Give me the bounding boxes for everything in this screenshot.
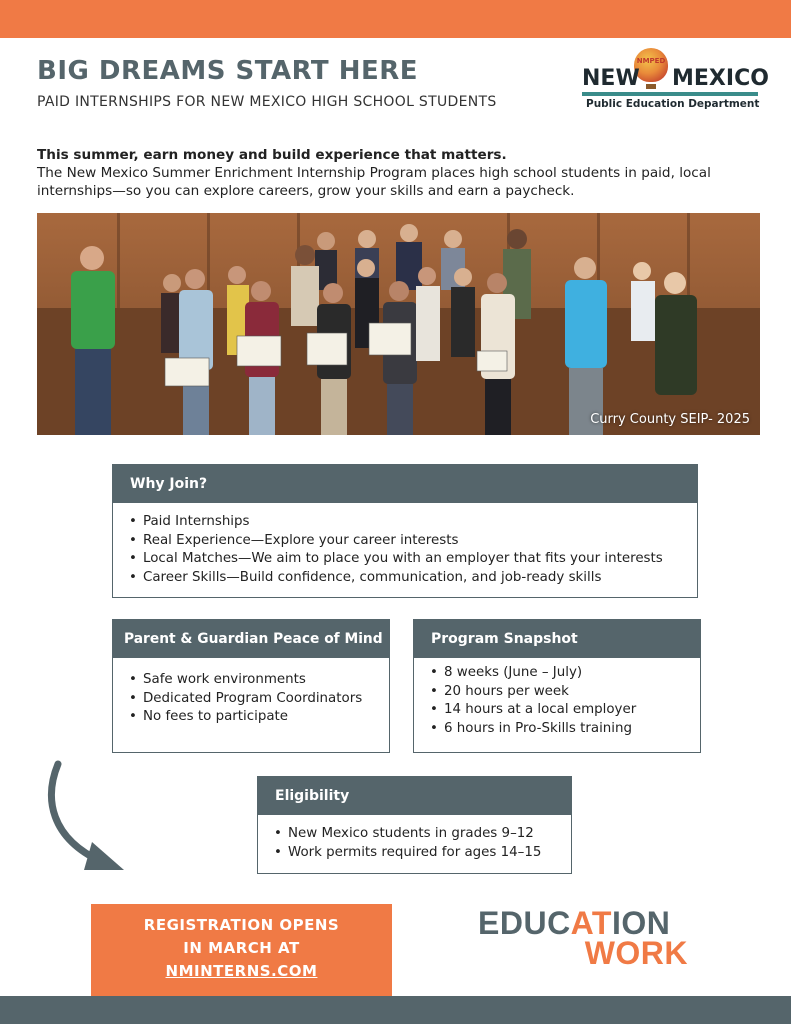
intro-body: The New Mexico Summer Enrichment Internship Program places high school students in paid, local internships—so you can explore careers, grow your skills and earn a paycheck. [37,165,711,199]
list-item: • No fees to participate [129,708,389,727]
logo-department: Public Education Department [586,98,760,110]
logo-divider [582,92,758,96]
list-item: • Paid Internships [129,513,697,532]
registration-line-1: REGISTRATION OPENS [143,916,340,934]
bottom-accent-bar [0,996,791,1024]
subheadline: PAID INTERNSHIPS FOR NEW MEXICO HIGH SCHOOL STUDENTS [37,94,497,110]
program-snapshot-card [413,619,701,753]
intro-lead: This summer, earn money and build experience that matters. [37,147,507,163]
list-item: • 6 hours in Pro-Skills training [430,720,700,739]
list-item: • Career Skills—Build confidence, communication, and job-ready skills [129,569,697,588]
why-join-card [112,464,698,598]
balloon-label: NMPED [636,57,666,65]
balloon-basket-icon [646,84,656,89]
list-item: • Real Experience—Explore your career interests [129,532,697,551]
list-item: • Safe work environments [129,671,389,690]
registration-line-2: IN MARCH AT [183,939,300,957]
logo-word-mexico: MEXICO [672,66,769,91]
parent-guardian-list [113,658,389,727]
curved-arrow-icon [44,758,140,878]
eligibility-list [258,815,571,862]
eligibility-title: Eligibility [258,777,571,815]
eligibility-card [257,776,572,874]
list-item: • Work permits required for ages 14–15 [274,844,571,863]
photo-caption: Curry County SEIP- 2025 [590,412,750,427]
registration-banner [91,904,392,997]
parent-guardian-title: Parent & Guardian Peace of Mind [113,620,389,658]
parent-guardian-card [112,619,390,753]
intro-paragraph [37,146,757,200]
list-item: • 14 hours at a local employer [430,701,700,720]
nm-ped-logo [582,48,769,114]
list-item: • Local Matches—We aim to place you with an employer that fits your interests [129,550,697,569]
education-part-a: EDUC [478,905,571,941]
education-part-c: ION [611,905,671,941]
group-photo [37,213,760,435]
why-join-list [113,503,697,587]
list-item: • 8 weeks (June – July) [430,664,700,683]
why-join-title: Why Join? [113,465,697,503]
education-part-b: AT [570,905,612,941]
program-snapshot-list [414,658,700,738]
program-snapshot-title: Program Snapshot [414,620,700,658]
group-photo-illustration [37,213,760,435]
list-item: • 20 hours per week [430,683,700,702]
top-accent-bar [0,0,791,38]
headline: BIG DREAMS START HERE [37,56,419,86]
registration-link[interactable]: NMINTERNS.COM [165,962,318,980]
list-item: • New Mexico students in grades 9–12 [274,825,571,844]
list-item: • Dedicated Program Coordinators [129,690,389,709]
logo-word-new: NEW [582,66,640,91]
work-word: WORK [584,935,688,971]
education-work-logo [478,905,698,971]
